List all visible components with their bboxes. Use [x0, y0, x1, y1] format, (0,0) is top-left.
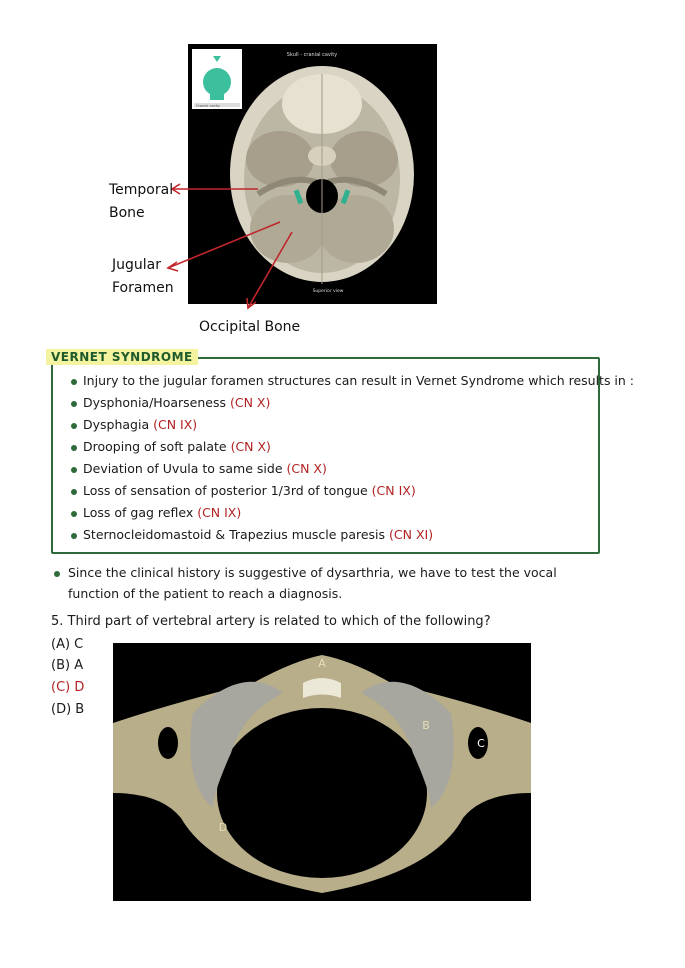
bullet-icon	[71, 423, 77, 429]
vertebra-letter-a: A	[318, 657, 326, 670]
occipital-bone-label: Occipital Bone	[199, 319, 301, 335]
option-c-answer: (C) D	[51, 680, 85, 695]
list-item: Loss of gag reflex (CN IX)	[71, 505, 241, 520]
bullet-icon	[71, 489, 77, 495]
vertebra-letter-c: C	[477, 737, 485, 750]
note-bullet: Since the clinical history is suggestive of dysarthria, we have to test the vocal	[54, 565, 557, 580]
temporal-bone-label: Temporal Bone	[109, 182, 174, 221]
bullet-icon	[71, 533, 77, 539]
bullet-icon	[71, 467, 77, 473]
bullet-icon	[71, 445, 77, 451]
vernet-syndrome-box	[51, 357, 635, 554]
jugular-foramen-label: Jugular Foramen	[112, 257, 174, 296]
list-item: Dysphagia (CN IX)	[71, 417, 197, 432]
vertebra-letter-b: B	[422, 719, 430, 732]
question-text: 5. Third part of vertebral artery is related to which of the following?	[51, 614, 491, 629]
vernet-syndrome-title: VERNET SYNDROME	[46, 349, 198, 365]
option-a: (A) C	[51, 637, 84, 652]
jugular-arrow	[168, 222, 280, 268]
list-item: Dysphonia/Hoarseness (CN X)	[71, 395, 270, 410]
list-item: Injury to the jugular foramen structures can result in Vernet Syndrome which results in :	[71, 373, 634, 388]
bullet-icon	[71, 401, 77, 407]
bullet-icon	[71, 511, 77, 517]
skull-caption-bottom: Superior view	[312, 289, 344, 294]
thumb-label: Cranial cavity	[196, 104, 221, 108]
skull-caption-top: Skull - cranial cavity	[286, 52, 338, 58]
list-item: Sternocleidomastoid & Trapezius muscle paresis (CN XI)	[71, 527, 433, 542]
note-line-2: function of the patient to reach a diagnosis.	[68, 586, 343, 601]
vertebra-letter-d: D	[218, 821, 228, 834]
option-d: (D) B	[51, 702, 85, 717]
occipital-arrow	[248, 232, 292, 308]
bullet-icon	[71, 379, 77, 385]
list-item: Deviation of Uvula to same side (CN X)	[71, 461, 327, 476]
bullet-icon	[54, 571, 60, 577]
list-item: Loss of sensation of posterior 1/3rd of tongue (CN IX)	[71, 483, 416, 498]
option-b: (B) A	[51, 658, 84, 673]
atlas-vertebra-image	[113, 643, 531, 901]
list-item: Drooping of soft palate (CN X)	[71, 439, 271, 454]
